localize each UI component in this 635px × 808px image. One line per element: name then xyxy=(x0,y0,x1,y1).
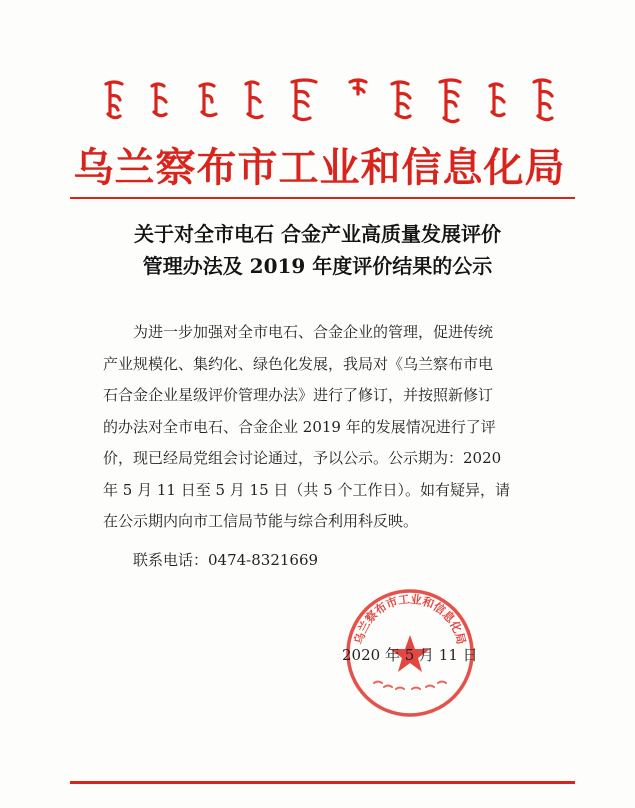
mongolian-script-glyphs xyxy=(96,74,566,126)
body-line: 产业规模化、集约化、绿色化发展，我局对《乌兰察布市电 xyxy=(103,354,494,373)
seal-text: 乌兰察布市工业和信息化局 xyxy=(351,592,469,646)
body-line: 为进一步加强对全市电石、合金企业的管理，促进传统 xyxy=(133,323,494,341)
contact-phone: 联系电话：0474-8321669 xyxy=(133,551,319,569)
body-paragraph xyxy=(103,317,543,538)
red-divider-bottom xyxy=(70,781,575,784)
issue-date: 2020 年 5 月 11 日 xyxy=(342,646,478,664)
body-line: 在公示期内向市工信局节能与综合利用科反映。 xyxy=(103,512,419,530)
doc-title-line-2: 管理办法及 2019 年度评价结果的公示 xyxy=(142,254,493,278)
doc-title-line-1: 关于对全市电石 合金产业高质量发展评价 xyxy=(134,222,501,246)
mongolian-script-header xyxy=(96,74,566,126)
body-line: 年 5 月 11 日至 5 月 15 日（共 5 个工作日）。如有疑异，请 xyxy=(103,480,510,499)
org-name-heading: 乌兰察布市工业和信息化局 xyxy=(73,144,566,191)
body-line: 石合金企业星级评价管理办法》进行了修订，并按照新修订 xyxy=(103,386,494,404)
body-line: 的办法对全市电石、合金企业 2019 年的发展情况进行了评 xyxy=(103,417,496,436)
red-divider-top xyxy=(70,197,575,199)
body-line: 价，现已经局党组会讨论通过，予以公示。公示期为：2020 xyxy=(103,449,502,467)
